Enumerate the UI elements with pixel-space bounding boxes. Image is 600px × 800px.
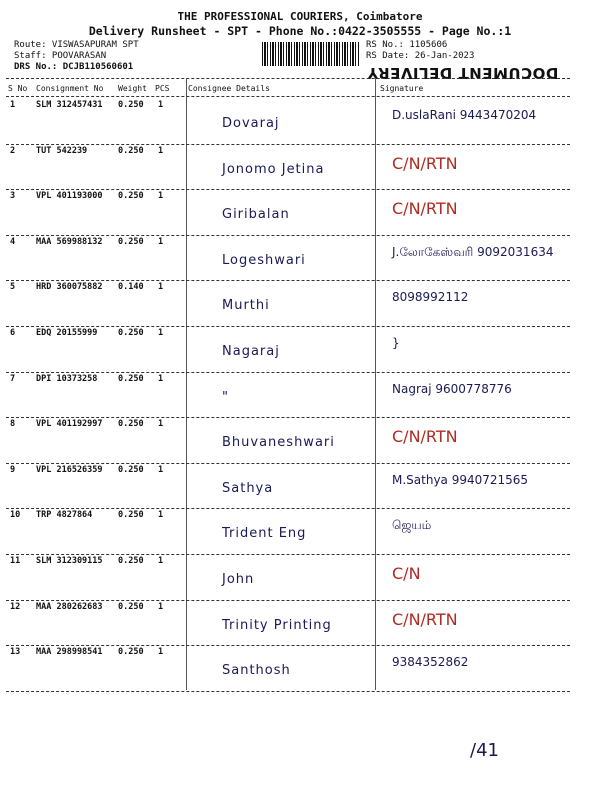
row-consignment-no: MAA 298998541: [36, 647, 103, 658]
row-divider: [6, 326, 570, 327]
col-sno: S No: [8, 84, 28, 93]
row-sno: 9: [10, 464, 16, 475]
row-weight: 0.250: [118, 647, 144, 658]
row-pcs: 1: [158, 373, 164, 384]
col-weight: Weight: [118, 84, 147, 93]
row-pcs: 1: [158, 100, 164, 110]
row-consignment-no: EDQ 20155999: [36, 328, 98, 338]
table-row: [0, 191, 600, 237]
row-divider: [6, 280, 570, 281]
row-consignment-no: VPL 401192997: [36, 419, 103, 430]
row-sno: 8: [10, 419, 16, 430]
row-sno: 12: [10, 601, 21, 612]
row-divider: [6, 235, 570, 236]
row-consignment-no: SLM 312457431: [36, 100, 103, 110]
table-row: [0, 647, 600, 693]
row-weight: 0.250: [118, 328, 144, 338]
header-rule-top: [6, 78, 570, 79]
row-consignee-name: John: [222, 572, 255, 587]
table-row: [0, 465, 600, 511]
row-signature: }: [392, 336, 400, 350]
row-consignee-name: Santhosh: [222, 663, 291, 679]
row-signature: C/N/RTN: [392, 609, 458, 629]
row-divider: [6, 600, 570, 601]
row-consignee-name: Nagaraj: [222, 344, 280, 359]
row-signature: J.லோகேஸ்வரி 9092031634: [392, 244, 554, 259]
row-weight: 0.250: [118, 419, 144, 430]
row-consignment-no: HRD 360075882: [36, 282, 103, 293]
drs-label: DRS No.: DCJB110560601: [14, 62, 134, 72]
table-row: [0, 237, 600, 283]
row-divider: [6, 691, 570, 692]
barcode: [262, 42, 360, 66]
table-row: [0, 556, 600, 602]
row-weight: 0.140: [118, 282, 144, 293]
row-sno: 7: [10, 373, 16, 384]
row-pcs: 1: [158, 236, 164, 247]
row-pcs: 1: [158, 419, 164, 430]
row-divider: [6, 554, 570, 555]
row-weight: 0.250: [118, 236, 144, 247]
row-weight: 0.250: [118, 556, 144, 566]
row-consignment-no: VPL 401193000: [36, 191, 103, 202]
row-pcs: 1: [158, 282, 164, 293]
rs-date: RS Date: 26-Jan-2023: [366, 51, 475, 61]
row-sno: 13: [10, 647, 21, 658]
runsheet-title: Delivery Runsheet - SPT - Phone No.:0422-3505555 - Page No.:1: [88, 24, 512, 38]
row-signature: C/N/RTN: [392, 153, 458, 173]
table-row: [0, 419, 600, 465]
document-delivery-stamp: DOCUMENT DELIVERY: [367, 64, 559, 82]
row-signature: C/N: [392, 564, 421, 583]
col-consignment: Consignment No: [36, 84, 104, 93]
row-consignee-name: Logeshwari: [222, 252, 306, 268]
col-pcs: PCS: [155, 84, 170, 93]
row-pcs: 1: [158, 145, 164, 156]
row-consignment-no: MAA 280262683: [36, 601, 103, 612]
row-divider: [6, 463, 570, 464]
row-pcs: 1: [158, 601, 164, 612]
row-signature: Nagraj 9600778776: [392, 381, 512, 396]
row-consignment-no: TUT 542239: [36, 145, 88, 156]
row-consignment-no: TRP 4827864: [36, 510, 93, 521]
row-consignment-no: VPL 216526359: [36, 464, 103, 475]
row-divider: [6, 189, 570, 190]
row-signature: M.Sathya 9940721565: [392, 472, 529, 487]
row-sno: 6: [10, 328, 16, 338]
row-consignee-name: Murthi: [222, 298, 270, 314]
col-consignee: Consignee Details: [188, 84, 270, 93]
table-row: [0, 146, 600, 192]
row-consignment-no: DPI 10373258: [36, 373, 98, 384]
row-divider: [6, 144, 570, 145]
col-signature: Signature: [380, 84, 424, 93]
row-weight: 0.250: [118, 601, 144, 612]
row-consignment-no: MAA 569988132: [36, 236, 103, 247]
row-pcs: 1: [158, 510, 164, 521]
table-row: [0, 282, 600, 328]
row-sno: 5: [10, 282, 16, 293]
row-sno: 3: [10, 191, 16, 202]
table-row: [0, 510, 600, 556]
row-consignee-name: ": [222, 389, 229, 405]
company-title: THE PROFESSIONAL COURIERS, Coimbatore: [177, 10, 423, 23]
row-consignment-no: SLM 312309115: [36, 556, 103, 566]
row-pcs: 1: [158, 647, 164, 658]
row-divider: [6, 645, 570, 646]
table-row: [0, 374, 600, 420]
staff-label: Staff: POOVARASAN: [14, 51, 107, 61]
row-divider: [6, 508, 570, 509]
row-consignee-name: Trinity Printing: [222, 617, 332, 633]
row-signature: 8098992112: [392, 290, 469, 305]
row-signature: 9384352862: [392, 655, 469, 670]
rs-number: RS No.: 1105606: [366, 40, 448, 50]
row-sno: 11: [10, 556, 21, 566]
row-signature: ஜெயம்: [392, 518, 432, 533]
row-sno: 2: [10, 145, 16, 156]
row-sno: 1: [10, 100, 16, 110]
row-weight: 0.250: [118, 145, 144, 156]
row-weight: 0.250: [118, 464, 144, 475]
table-row: [0, 602, 600, 648]
row-consignee-name: Giribalan: [222, 207, 290, 223]
row-pcs: 1: [158, 556, 164, 566]
page-mark: /41: [470, 740, 499, 761]
row-consignee-name: Trident Eng: [222, 526, 307, 542]
row-consignee-name: Jonomo Jetina: [222, 161, 325, 177]
row-sno: 10: [10, 510, 21, 521]
row-pcs: 1: [158, 191, 164, 202]
row-signature: D.uslaRani 9443470204: [392, 108, 537, 122]
row-consignee-name: Dovaraj: [222, 116, 280, 131]
header-rule-bottom: [6, 96, 570, 97]
row-divider: [6, 417, 570, 418]
row-signature: C/N/RTN: [392, 427, 458, 447]
row-sno: 4: [10, 236, 16, 247]
row-divider: [6, 372, 570, 373]
row-weight: 0.250: [118, 100, 144, 110]
row-pcs: 1: [158, 328, 164, 338]
row-pcs: 1: [158, 464, 164, 475]
table-row: [0, 100, 600, 146]
row-consignee-name: Sathya: [222, 480, 274, 496]
row-weight: 0.250: [118, 373, 144, 384]
route-label: Route: VISWASAPURAM SPT: [14, 40, 139, 50]
table-row: [0, 328, 600, 374]
row-consignee-name: Bhuvaneshwari: [222, 435, 335, 451]
row-weight: 0.250: [118, 191, 144, 202]
row-weight: 0.250: [118, 510, 144, 521]
row-signature: C/N/RTN: [392, 199, 458, 219]
